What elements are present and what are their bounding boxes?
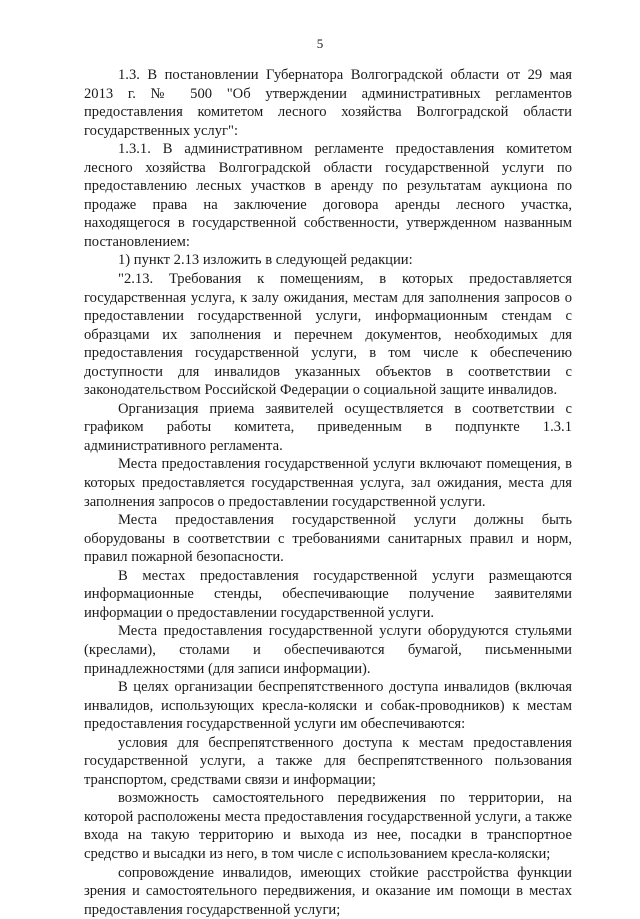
- paragraph-access-conditions: условия для беспрепятственного доступа к местам предоставления государственной услуги, а также для беспрепятственного пользования транспортом, средствами связи и информации;: [84, 734, 572, 788]
- paragraph-sanitary: Места предоставления государственной услуги должны быть оборудованы в соответствии с требованиями санитарных правил и норм, правил пожарной безопасности.: [84, 512, 572, 566]
- paragraph-accessibility: В целях организации беспрепятственного доступа инвалидов (включая инвалидов, использующих кресла-коляски и собак-проводников) к местам предоставления государственной услуги им обеспечиваются:: [84, 679, 572, 733]
- paragraph-service-places: Места предоставления государственной услуги включают помещения, в которых предоставляется государственная услуга, зал ожидания, места для заполнения запросов о предоставлении государственной услуги.: [84, 456, 572, 510]
- paragraph-item-1: 1) пункт 2.13 изложить в следующей редакции:: [118, 252, 413, 269]
- paragraph-escort: сопровождение инвалидов, имеющих стойкие расстройства функции зрения и самостоятельного передвижения, и оказание им помощи в местах предоставления государственной услуги;: [84, 864, 572, 918]
- paragraph-2-13: "2.13. Требования к помещениям, в которых предоставляется государственная услуга, к залу ожидания, местам для заполнения запросов о предоставлении государственной услуги, информационным стендам с образцами их заполнения и перечнем документов, необходимых для предоставления государственной услуги, в том числе к обеспечению доступности для инвалидов указанных объектов в соответствии с законодательством Российской Федерации о социальной защите инвалидов.: [84, 271, 572, 399]
- paragraph-furniture: Места предоставления государственной услуги оборудуются стульями (креслами), столами и обеспечиваются бумагой, письменными принадлежностями (для записи информации).: [84, 623, 572, 677]
- paragraph-movement: возможность самостоятельного передвижения по территории, на которой расположены места предоставления государственной услуги, а также входа на такую территорию и выхода из нее, посадки в транспортное средство и высадки из него, в том числе с использованием кресла-коляски;: [84, 790, 572, 862]
- paragraph-1-3: 1.3. В постановлении Губернатора Волгоградской области от 29 мая 2013 г. № 500 "Об утверждении административных регламентов предоставления комитетом лесного хозяйства Волгоградской области государственных услуг":: [84, 67, 572, 139]
- paragraph-reception: Организация приема заявителей осуществляется в соответствии с графиком работы комитета, приведенным в подпункте 1.3.1 административного регламента.: [84, 400, 572, 454]
- paragraph-1-3-1: 1.3.1. В административном регламенте предоставления комитетом лесного хозяйства Волгоградской области государственной услуги по предоставлению лесных участков в аренду по результатам аукциона по продаже права на заключение договора аренды лесного участка, находящегося в государственной собственности, утвержденном названным постановлением:: [84, 141, 572, 250]
- paragraph-info-stands: В местах предоставления государственной услуги размещаются информационные стенды, обеспечивающие получение заявителями информации о предоставлении государственной услуги.: [84, 567, 572, 621]
- page-number: 5: [316, 36, 324, 51]
- document-body: [84, 66, 572, 919]
